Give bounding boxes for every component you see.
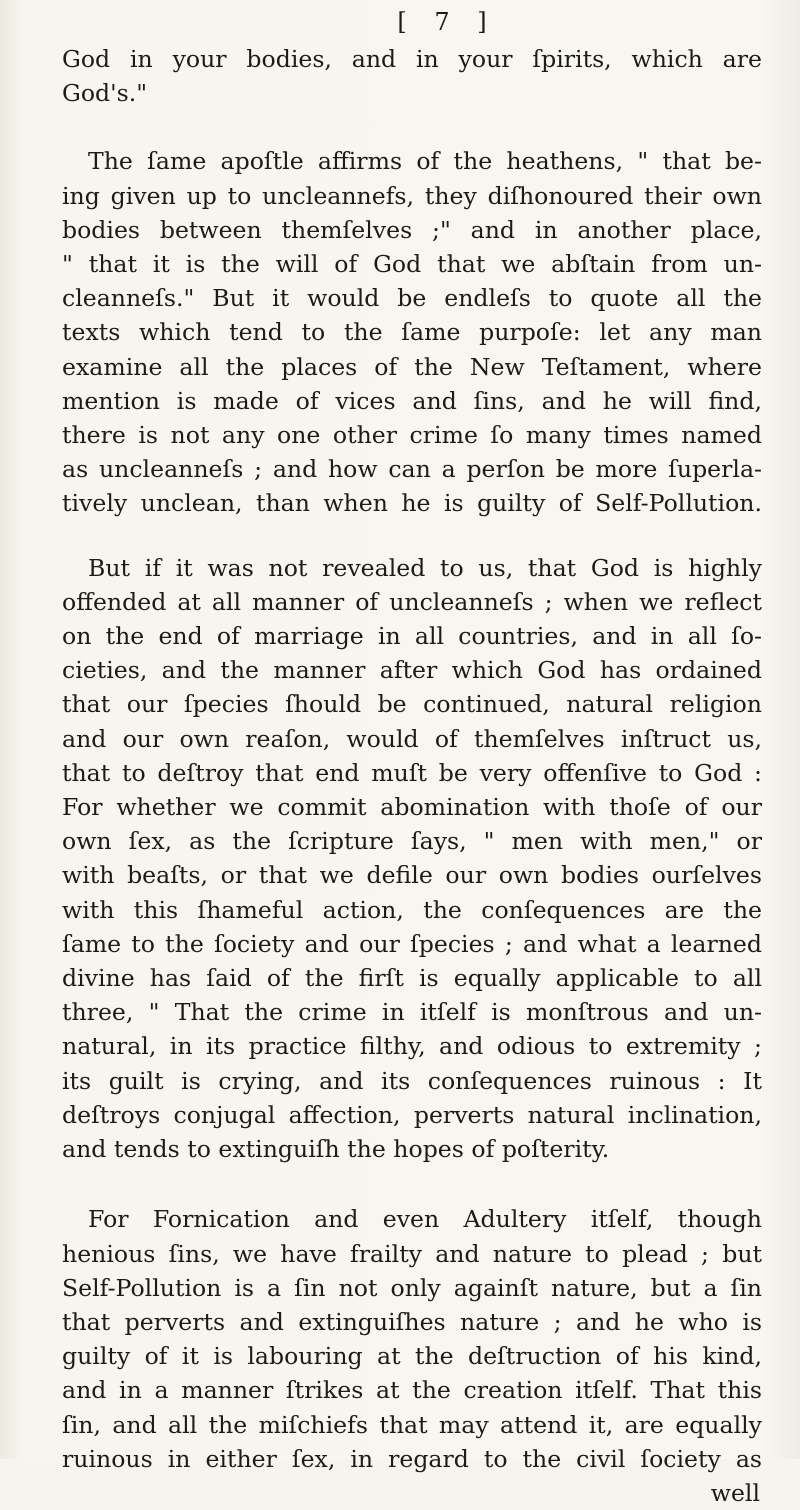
text-line: deſtroys conjugal affection, perverts natural inclination, — [62, 1100, 762, 1129]
text-line: and tends to extinguiſh the hopes of poſterity. — [62, 1135, 610, 1164]
text-line: natural, in its practice filthy, and odious to extremity ; — [62, 1032, 762, 1061]
text-line: with beaſts, or that we defile our own bodies ourſelves — [62, 861, 762, 890]
text-line: ruinous in either ſex, in regard to the civil ſociety as — [62, 1444, 762, 1473]
text-line: own ſex, as the ſcripture ſays, " men with men," or — [62, 827, 762, 856]
paragraph-apostle — [62, 144, 762, 520]
text-line: Self-Pollution is a ſin not only againſt nature, but a ſin — [62, 1273, 762, 1302]
text-line: offended at all manner of uncleanneſs ; when we reflect — [62, 587, 762, 616]
text-line: and our own reaſon, would of themſelves inſtruct us, — [62, 724, 762, 753]
text-line: But if it was not revealed to us, that God is highly — [88, 553, 762, 582]
text-line: on the end of marriage in all countries, and in all ſo- — [62, 622, 762, 651]
text-line: with this ſhameful action, the conſequences are the — [62, 895, 762, 924]
text-line: and in a manner ſtrikes at the creation itſelf. That this — [62, 1376, 762, 1405]
text-line: divine has ſaid of the firſt is equally applicable to all — [62, 964, 762, 993]
text-line: that our ſpecies ſhould be continued, natural religion — [62, 690, 762, 719]
text-line: its guilt is crying, and its conſequences ruinous : It — [62, 1066, 762, 1095]
text-line: as uncleanneſs ; and how can a perſon be more ſuperla- — [62, 455, 762, 484]
text-line: examine all the places of the New Teſtament, where — [62, 352, 762, 381]
catchword: well — [710, 1478, 760, 1507]
text-line: that to deſtroy that end muſt be very offenſive to God : — [62, 758, 762, 787]
paragraph-natural-religion — [62, 551, 762, 1167]
text-line: mention is made of vices and ſins, and he will find, — [62, 386, 762, 415]
paragraph-continuation — [62, 42, 762, 110]
text-line: three, " That the crime in itſelf is monſtrous and un- — [62, 998, 762, 1027]
text-line: For Fornication and even Adultery itſelf, though — [88, 1205, 762, 1234]
text-line: ſin, and all the miſchiefs that may attend it, are equally — [62, 1410, 762, 1439]
text-line: God in your bodies, and in your ſpirits, which are — [62, 45, 762, 73]
text-line: bodies between themſelves ;" and in another place, — [62, 215, 762, 244]
text-line: that perverts and extinguiſhes nature ; and he who is — [62, 1307, 762, 1336]
text-line: For whether we commit abomination with thoſe of our — [62, 793, 762, 822]
text-line: there is not any one other crime ſo many times named — [62, 421, 762, 450]
text-line: cieties, and the manner after which God has ordained — [62, 656, 762, 685]
text-line: ſame to the ſociety and our ſpecies ; and what a learned — [62, 929, 762, 958]
text-line: " that it is the will of God that we abſtain from un- — [62, 250, 762, 279]
text-line: The ſame apoſtle affirms of the heathens, " that be- — [88, 147, 762, 176]
text-line: texts which tend to the ſame purpoſe: let any man — [62, 318, 762, 347]
text-line: cleanneſs." But it would be endleſs to quote all the — [62, 284, 762, 313]
paragraph-fornication — [62, 1202, 762, 1476]
text-line: henious ſins, we have frailty and nature to plead ; but — [62, 1239, 762, 1268]
text-line: ing given up to uncleannefs, they diſhonoured their own — [62, 181, 762, 210]
text-line: God's." — [62, 79, 148, 108]
text-line: guilty of it is labouring at the deſtruction of his kind, — [62, 1342, 762, 1371]
text-line: tively unclean, than when he is guilty of Self-Pollution. — [62, 489, 762, 518]
page-number: [ 7 ] — [397, 8, 497, 36]
